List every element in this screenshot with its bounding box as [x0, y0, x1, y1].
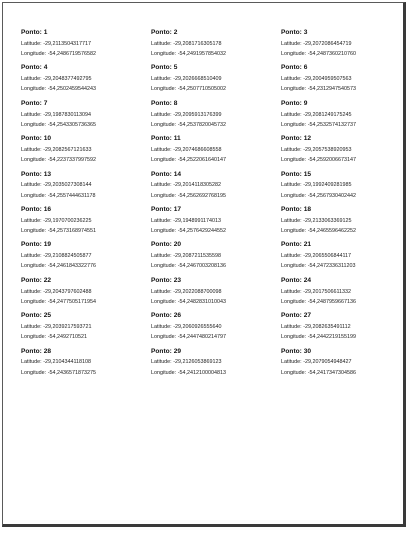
longitude-line [21, 86, 151, 93]
latitude-label: Latitude: [151, 76, 172, 83]
latitude-line [21, 324, 151, 331]
point-title: Ponto: 5 [151, 64, 178, 72]
point-title: Ponto: 17 [151, 205, 182, 213]
longitude-value: -54,2477505171954 [47, 298, 96, 305]
longitude-value: -54,2537820045732 [177, 121, 226, 128]
longitude-value: -54,2507710505002 [177, 86, 226, 93]
point-block [21, 241, 151, 276]
latitude-line [281, 147, 411, 154]
point-block [21, 348, 151, 383]
latitude-label: Latitude: [151, 111, 172, 118]
latitude-label: Latitude: [21, 217, 42, 224]
point-block [281, 241, 411, 276]
point-title: Ponto: 18 [281, 205, 312, 213]
latitude-label: Latitude: [151, 217, 172, 224]
latitude-line [21, 218, 151, 225]
point-title: Ponto: 19 [21, 241, 52, 249]
longitude-value: -54,2576429244552 [177, 228, 226, 235]
latitude-label: Latitude: [21, 182, 42, 189]
longitude-line [281, 299, 411, 306]
longitude-value: -54,2573168974551 [47, 228, 96, 235]
point-block [21, 100, 151, 135]
point-block [21, 64, 151, 99]
point-title: Ponto: 6 [281, 64, 308, 72]
latitude-value: -29,1948991174013 [173, 217, 222, 224]
latitude-value: -29,2039217593721 [43, 323, 92, 330]
latitude-line [281, 182, 411, 189]
point-title: Ponto: 26 [151, 312, 182, 320]
longitude-label: Longitude: [151, 157, 177, 164]
longitude-value: -54,2592006673147 [307, 157, 356, 164]
longitude-label: Longitude: [151, 263, 177, 270]
latitude-value: -29,2087211535598 [173, 253, 222, 260]
longitude-value: -54,2442219155199 [307, 334, 356, 341]
latitude-line [151, 182, 281, 189]
point-title: Ponto: 28 [21, 347, 52, 355]
point-block [281, 29, 411, 64]
longitude-line [21, 334, 151, 341]
report-page [2, 2, 406, 527]
latitude-line [281, 324, 411, 331]
latitude-label: Latitude: [281, 288, 302, 295]
longitude-line [21, 299, 151, 306]
longitude-value: -54,2486719576582 [47, 51, 96, 58]
point-block [151, 312, 281, 347]
latitude-label: Latitude: [281, 182, 302, 189]
point-block [151, 29, 281, 64]
latitude-value: -29,2043797602488 [43, 288, 92, 295]
longitude-value: -54,2461843322776 [47, 263, 96, 270]
point-title: Ponto: 9 [281, 99, 308, 107]
longitude-label: Longitude: [281, 334, 307, 341]
latitude-line [21, 253, 151, 260]
point-title: Ponto: 1 [21, 29, 48, 36]
latitude-value: -29,2133063369125 [303, 217, 352, 224]
longitude-line [21, 157, 151, 164]
point-title: Ponto: 16 [21, 205, 52, 213]
longitude-value: -54,2467003208136 [177, 263, 226, 270]
point-title: Ponto: 23 [151, 276, 182, 284]
point-block [281, 312, 411, 347]
point-block [151, 348, 281, 383]
longitude-value: -54,2472336311203 [307, 263, 356, 270]
longitude-line [151, 334, 281, 341]
point-block [151, 277, 281, 312]
longitude-value: -54,2562692768195 [177, 192, 226, 199]
latitude-line [151, 147, 281, 154]
latitude-label: Latitude: [21, 323, 42, 330]
longitude-value: -54,2491957854032 [177, 51, 226, 58]
longitude-label: Longitude: [281, 121, 307, 128]
latitude-line [21, 112, 151, 119]
point-title: Ponto: 24 [281, 276, 312, 284]
point-title: Ponto: 8 [151, 99, 178, 107]
longitude-line [151, 370, 281, 377]
latitude-line [151, 324, 281, 331]
longitude-value: -54,2312947540573 [307, 86, 356, 93]
latitude-value: -29,2081249175245 [303, 111, 352, 118]
latitude-line [281, 359, 411, 366]
latitude-value: -29,2113504317717 [43, 40, 92, 47]
longitude-line [281, 263, 411, 270]
latitude-line [281, 76, 411, 83]
point-title: Ponto: 29 [151, 347, 182, 355]
longitude-label: Longitude: [151, 334, 177, 341]
latitude-label: Latitude: [281, 40, 302, 47]
longitude-line [21, 193, 151, 200]
point-block [151, 206, 281, 241]
latitude-value: -29,2079054948427 [303, 359, 352, 366]
longitude-value: -54,2567930402442 [307, 192, 356, 199]
latitude-label: Latitude: [281, 146, 302, 153]
latitude-line [281, 41, 411, 48]
longitude-label: Longitude: [281, 86, 307, 93]
longitude-line [281, 122, 411, 129]
longitude-line [21, 370, 151, 377]
point-block [21, 206, 151, 241]
longitude-line [151, 157, 281, 164]
point-title: Ponto: 27 [281, 312, 312, 320]
latitude-label: Latitude: [281, 323, 302, 330]
point-title: Ponto: 10 [21, 135, 52, 143]
latitude-value: -29,2095913176399 [173, 111, 222, 118]
point-title: Ponto: 30 [281, 347, 312, 355]
latitude-label: Latitude: [281, 359, 302, 366]
latitude-line [281, 253, 411, 260]
latitude-line [21, 359, 151, 366]
latitude-line [281, 218, 411, 225]
longitude-line [281, 193, 411, 200]
latitude-label: Latitude: [281, 253, 302, 260]
latitude-line [151, 253, 281, 260]
longitude-label: Longitude: [21, 157, 47, 164]
latitude-value: -29,2082567121633 [43, 146, 92, 153]
longitude-label: Longitude: [21, 121, 47, 128]
latitude-value: -29,2104344118108 [43, 359, 92, 366]
longitude-line [281, 334, 411, 341]
latitude-value: -29,1987830113094 [43, 111, 92, 118]
latitude-label: Latitude: [151, 40, 172, 47]
latitude-value: -29,2072086454719 [303, 40, 352, 47]
point-title: Ponto: 21 [281, 241, 312, 249]
latitude-line [151, 218, 281, 225]
latitude-label: Latitude: [151, 182, 172, 189]
longitude-value: -54,2543305736365 [47, 121, 96, 128]
latitude-line [281, 112, 411, 119]
latitude-value: -29,2074686608558 [173, 146, 222, 153]
point-title: Ponto: 4 [21, 64, 48, 72]
longitude-value: -54,2482831010043 [177, 298, 226, 305]
point-block [21, 29, 151, 64]
point-title: Ponto: 12 [281, 135, 312, 143]
longitude-line [281, 157, 411, 164]
latitude-value: -29,2014118305282 [173, 182, 222, 189]
longitude-value: -54,2447480214797 [177, 334, 226, 341]
latitude-value: -29,2022088700098 [173, 288, 222, 295]
longitude-label: Longitude: [21, 51, 47, 58]
longitude-label: Longitude: [21, 263, 47, 270]
latitude-label: Latitude: [151, 288, 172, 295]
point-block [21, 171, 151, 206]
longitude-label: Longitude: [151, 192, 177, 199]
longitude-value: -54,2532574132737 [307, 121, 356, 128]
longitude-label: Longitude: [281, 192, 307, 199]
point-block [21, 277, 151, 312]
points-grid [21, 29, 411, 383]
latitude-value: -29,2065506844117 [303, 253, 352, 260]
longitude-line [21, 263, 151, 270]
latitude-label: Latitude: [151, 146, 172, 153]
longitude-label: Longitude: [281, 369, 307, 376]
longitude-line [151, 86, 281, 93]
point-block [21, 135, 151, 170]
point-title: Ponto: 11 [151, 135, 181, 143]
latitude-line [21, 289, 151, 296]
latitude-label: Latitude: [21, 76, 42, 83]
longitude-value: -54,2487360210760 [307, 51, 356, 58]
longitude-label: Longitude: [21, 334, 47, 341]
point-block [281, 171, 411, 206]
point-title: Ponto: 14 [151, 170, 182, 178]
longitude-line [281, 370, 411, 377]
longitude-line [281, 51, 411, 58]
point-title: Ponto: 13 [21, 170, 52, 178]
latitude-value: -29,2060926555640 [173, 323, 222, 330]
point-title: Ponto: 15 [281, 170, 312, 178]
longitude-value: -54,2436571873275 [47, 369, 96, 376]
longitude-line [151, 193, 281, 200]
longitude-label: Longitude: [281, 298, 307, 305]
latitude-line [21, 76, 151, 83]
longitude-value: -54,2522061640147 [177, 157, 226, 164]
longitude-value: -54,2502459544243 [47, 86, 96, 93]
longitude-label: Longitude: [151, 369, 177, 376]
longitude-line [21, 122, 151, 129]
longitude-label: Longitude: [281, 51, 307, 58]
longitude-value: -54,2557444631178 [47, 192, 96, 199]
latitude-line [21, 147, 151, 154]
latitude-value: -29,2126053869123 [173, 359, 222, 366]
point-block [21, 312, 151, 347]
latitude-line [151, 289, 281, 296]
latitude-label: Latitude: [21, 40, 42, 47]
latitude-value: -29,2108824505877 [43, 253, 92, 260]
longitude-label: Longitude: [21, 86, 47, 93]
point-block [281, 135, 411, 170]
latitude-line [21, 41, 151, 48]
longitude-value: -54,2487959667136 [307, 298, 356, 305]
longitude-label: Longitude: [281, 263, 307, 270]
point-block [281, 100, 411, 135]
point-block [281, 64, 411, 99]
point-title: Ponto: 22 [21, 276, 52, 284]
longitude-label: Longitude: [21, 228, 47, 235]
latitude-line [281, 289, 411, 296]
longitude-label: Longitude: [281, 157, 307, 164]
latitude-line [151, 112, 281, 119]
longitude-label: Longitude: [151, 228, 177, 235]
latitude-label: Latitude: [21, 359, 42, 366]
longitude-value: -54,2417347304586 [307, 369, 356, 376]
latitude-label: Latitude: [281, 76, 302, 83]
latitude-label: Latitude: [21, 253, 42, 260]
point-block [281, 206, 411, 241]
point-title: Ponto: 20 [151, 241, 182, 249]
point-title: Ponto: 25 [21, 312, 52, 320]
latitude-label: Latitude: [281, 111, 302, 118]
longitude-label: Longitude: [281, 228, 307, 235]
latitude-label: Latitude: [21, 111, 42, 118]
longitude-line [151, 263, 281, 270]
latitude-line [151, 359, 281, 366]
latitude-value: -29,2048377492795 [43, 76, 92, 83]
longitude-line [151, 299, 281, 306]
longitude-label: Longitude: [151, 121, 177, 128]
longitude-line [281, 86, 411, 93]
point-block [151, 171, 281, 206]
point-title: Ponto: 2 [151, 29, 178, 36]
point-block [151, 100, 281, 135]
longitude-value: -54,2465596462252 [307, 228, 356, 235]
latitude-label: Latitude: [151, 253, 172, 260]
longitude-value: -54,2412100004813 [177, 369, 226, 376]
latitude-value: -29,2082635491112 [303, 323, 351, 330]
latitude-label: Latitude: [151, 323, 172, 330]
longitude-line [151, 122, 281, 129]
longitude-value: -54,2492710521 [47, 334, 87, 341]
longitude-label: Longitude: [151, 86, 177, 93]
longitude-label: Longitude: [21, 298, 47, 305]
latitude-label: Latitude: [21, 146, 42, 153]
latitude-line [21, 182, 151, 189]
longitude-label: Longitude: [21, 192, 47, 199]
longitude-label: Longitude: [151, 51, 177, 58]
longitude-line [151, 51, 281, 58]
point-block [151, 135, 281, 170]
longitude-label: Longitude: [151, 298, 177, 305]
latitude-line [151, 76, 281, 83]
longitude-label: Longitude: [21, 369, 47, 376]
point-title: Ponto: 3 [281, 29, 308, 36]
latitude-value: -29,1970700236225 [43, 217, 92, 224]
latitude-value: -29,2026668510409 [173, 76, 222, 83]
point-block [151, 64, 281, 99]
longitude-line [21, 51, 151, 58]
latitude-value: -29,2017506611332 [303, 288, 352, 295]
latitude-value: -29,2035027308144 [43, 182, 92, 189]
longitude-line [21, 228, 151, 235]
latitude-label: Latitude: [21, 288, 42, 295]
latitude-value: -29,2004959507563 [303, 76, 352, 83]
latitude-value: -29,2081716305178 [173, 40, 222, 47]
latitude-line [151, 41, 281, 48]
latitude-label: Latitude: [281, 217, 302, 224]
point-block [151, 241, 281, 276]
point-block [281, 348, 411, 383]
latitude-label: Latitude: [151, 359, 172, 366]
point-block [281, 277, 411, 312]
longitude-value: -54,2237337997592 [47, 157, 96, 164]
longitude-line [151, 228, 281, 235]
longitude-line [281, 228, 411, 235]
point-title: Ponto: 7 [21, 99, 48, 107]
latitude-value: -29,2057538920953 [303, 146, 352, 153]
latitude-value: -29,1992409281985 [303, 182, 352, 189]
